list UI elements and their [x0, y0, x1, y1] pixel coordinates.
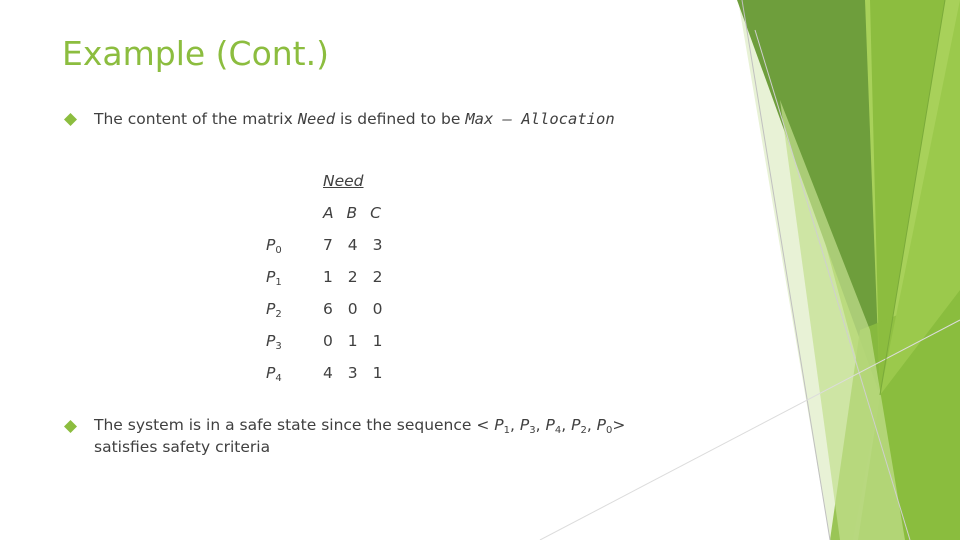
diamond-bullet-icon: [64, 420, 77, 433]
page-title: Example (Cont.): [62, 34, 329, 73]
bullet2-suffix: >: [612, 416, 626, 434]
need-table-header: Need: [323, 172, 364, 190]
bullet2-prefix: The system is in a safe state since the sequence <: [94, 416, 495, 434]
row-values-p0: 7 4 3: [323, 236, 388, 254]
row-values-p3: 0 1 1: [323, 332, 388, 350]
need-term: Need: [297, 110, 336, 128]
max-allocation-term: Max – Allocation: [465, 110, 615, 128]
bullet1-middle: is defined to be: [335, 110, 466, 128]
row-label-p4: $P_4$: [266, 364, 282, 384]
row-values-p2: 6 0 0: [323, 300, 388, 318]
bullet1-prefix: The content of the matrix: [94, 110, 298, 128]
bullet2-line2: satisfies safety criteria: [94, 438, 271, 456]
row-label-p1: $P_1$: [266, 268, 282, 288]
bullet-safe-state: The system is in a safe state since the sequence < $P_1$, $P_3$, $P_4$, $P_2$, $P_0>$: [94, 416, 626, 436]
diamond-bullet-icon: [64, 113, 77, 126]
row-values-p4: 4 3 1: [323, 364, 388, 382]
row-label-p0: $P_0$: [266, 236, 282, 256]
need-table-columns: A B C: [323, 204, 385, 222]
row-values-p1: 1 2 2: [323, 268, 388, 286]
bullet-need-definition: [94, 108, 615, 130]
row-label-p3: $P_3$: [266, 332, 282, 352]
row-label-p2: $P_2$: [266, 300, 282, 320]
